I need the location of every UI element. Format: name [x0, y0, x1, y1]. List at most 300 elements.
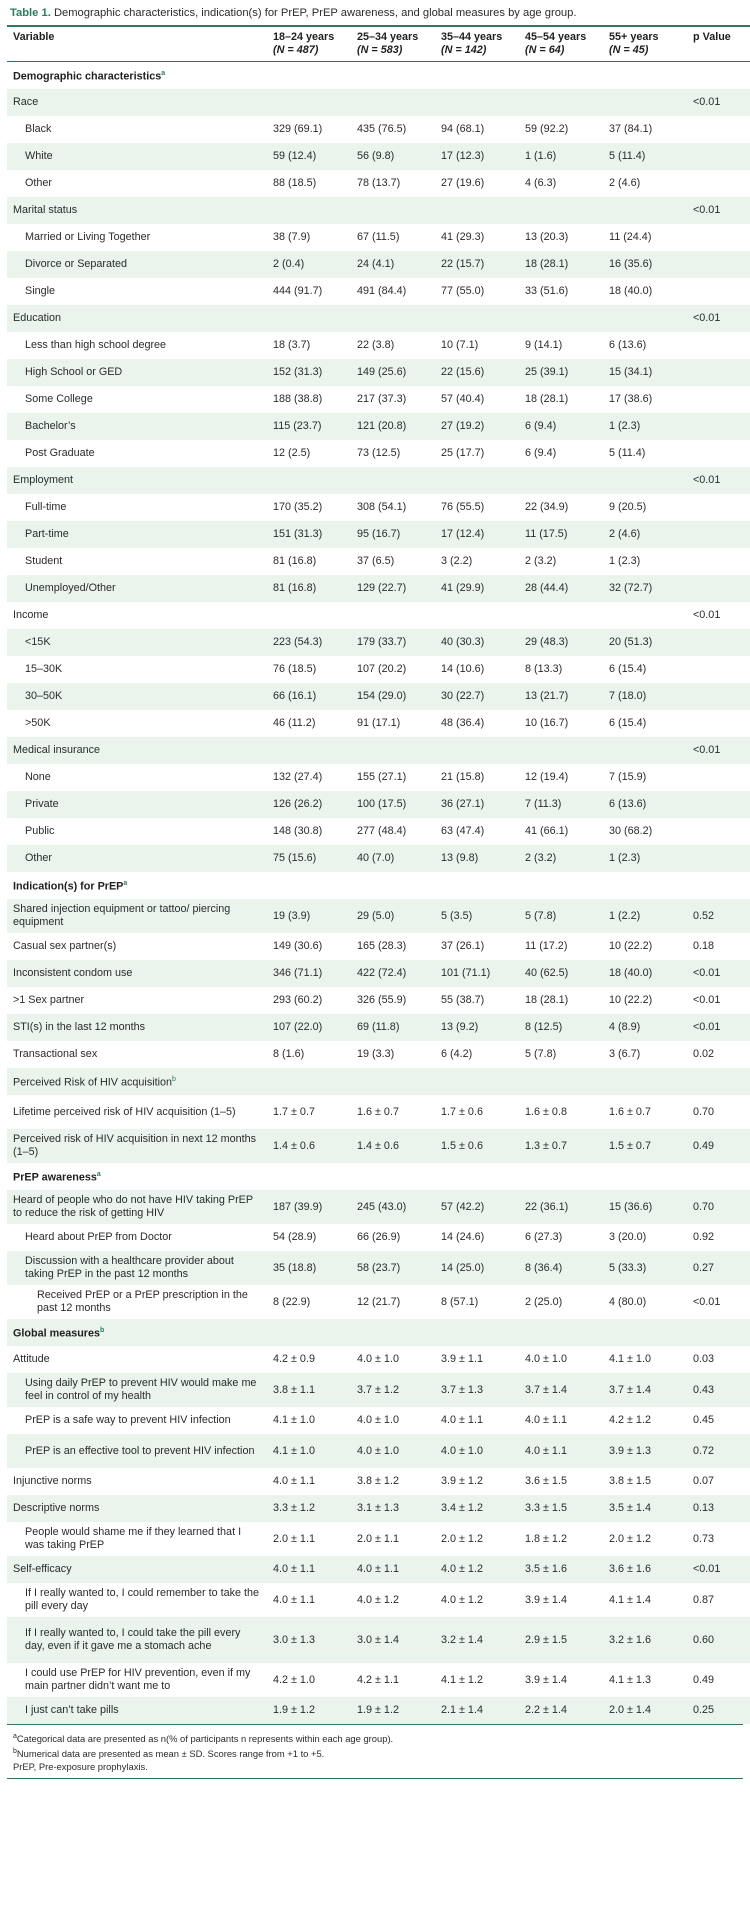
row-label-text: 15–30K	[25, 663, 63, 675]
value-cell: 36 (27.1)	[435, 791, 519, 818]
value-cell: 5 (11.4)	[603, 440, 687, 467]
value-cell: 41 (29.9)	[435, 575, 519, 602]
footnote-marker: b	[172, 1076, 176, 1084]
row-label-text: Self-efficacy	[13, 1563, 72, 1575]
row-label-text: Perceived Risk of HIV acquisition	[13, 1076, 173, 1089]
row-label	[7, 386, 267, 413]
value-cell: 129 (22.7)	[351, 575, 435, 602]
value-cell: 4 (6.3)	[519, 170, 603, 197]
group-row	[7, 197, 750, 224]
row-label	[7, 1129, 267, 1163]
value-cell: 4.0 ± 1.2	[351, 1583, 435, 1617]
value-cell	[519, 1319, 603, 1346]
value-cell: 18 (28.1)	[519, 386, 603, 413]
value-cell: 12 (21.7)	[351, 1285, 435, 1319]
column-header-line1: 35–44 years	[441, 31, 503, 43]
row-label-text: Inconsistent condom use	[13, 967, 133, 979]
value-cell: 78 (13.7)	[351, 170, 435, 197]
value-cell	[519, 467, 603, 494]
value-cell: 19 (3.3)	[351, 1041, 435, 1068]
p-value-cell: 0.52	[687, 899, 750, 933]
value-cell: 3 (20.0)	[603, 1224, 687, 1251]
footnote	[13, 1745, 738, 1760]
value-cell: 121 (20.8)	[351, 413, 435, 440]
row-label-text: PrEP awareness	[13, 1171, 97, 1184]
value-cell: 58 (23.7)	[351, 1251, 435, 1285]
value-cell: 1 (2.3)	[603, 548, 687, 575]
value-cell: 73 (12.5)	[351, 440, 435, 467]
value-cell: 67 (11.5)	[351, 224, 435, 251]
value-cell: 3.9 ± 1.3	[603, 1434, 687, 1468]
value-cell: 2 (3.2)	[519, 548, 603, 575]
value-cell: 2.9 ± 1.5	[519, 1617, 603, 1663]
value-cell: 151 (31.3)	[267, 521, 351, 548]
row-label-text: I just can’t take pills	[25, 1704, 119, 1716]
value-cell: 4.1 ± 1.2	[435, 1663, 519, 1697]
table-row	[7, 278, 750, 305]
value-cell	[519, 872, 603, 899]
value-cell: 3.1 ± 1.3	[351, 1495, 435, 1522]
value-cell: 17 (12.3)	[435, 143, 519, 170]
row-label	[7, 818, 267, 845]
value-cell: 3.2 ± 1.4	[435, 1617, 519, 1663]
value-cell	[351, 872, 435, 899]
row-label	[7, 467, 267, 494]
value-cell: 27 (19.6)	[435, 170, 519, 197]
value-cell: 4.0 ± 1.2	[435, 1583, 519, 1617]
table-row	[7, 359, 750, 386]
row-label	[7, 521, 267, 548]
p-value-cell: <0.01	[687, 602, 750, 629]
p-value-cell	[687, 224, 750, 251]
value-cell: 77 (55.0)	[435, 278, 519, 305]
footnote-text: Numerical data are presented as mean ± SD. Scores range from +1 to +5.	[16, 1748, 325, 1760]
table-row	[7, 1617, 750, 1663]
table-row	[7, 1095, 750, 1129]
value-cell: 1.6 ± 0.7	[351, 1095, 435, 1129]
value-cell: 37 (26.1)	[435, 933, 519, 960]
value-cell: 33 (51.6)	[519, 278, 603, 305]
table-row	[7, 1495, 750, 1522]
value-cell: 1 (2.3)	[603, 845, 687, 872]
value-cell: 6 (4.2)	[435, 1041, 519, 1068]
value-cell: 2.0 ± 1.4	[603, 1697, 687, 1724]
row-label-text: Student	[25, 555, 63, 567]
row-label	[7, 278, 267, 305]
row-label	[7, 1068, 267, 1095]
row-label	[7, 197, 267, 224]
row-label-text: Unemployed/Other	[25, 582, 116, 594]
p-value-cell	[687, 764, 750, 791]
row-label	[7, 960, 267, 987]
value-cell: 28 (44.4)	[519, 575, 603, 602]
row-label	[7, 1095, 267, 1129]
table-row	[7, 629, 750, 656]
row-label-text: Medical insurance	[13, 744, 101, 756]
p-value-cell: <0.01	[687, 467, 750, 494]
value-cell: 18 (40.0)	[603, 278, 687, 305]
row-label-text: Using daily PrEP to prevent HIV would make me feel in control of my health	[25, 1377, 257, 1402]
value-cell: 3.6 ± 1.6	[603, 1556, 687, 1583]
footnote	[13, 1730, 738, 1745]
table-row	[7, 494, 750, 521]
value-cell: 81 (16.8)	[267, 575, 351, 602]
value-cell: 444 (91.7)	[267, 278, 351, 305]
footnote-text: Categorical data are presented as n(% of participants n represents within each age group).	[16, 1733, 394, 1745]
column-header	[351, 26, 435, 62]
table-row	[7, 332, 750, 359]
value-cell	[351, 1163, 435, 1190]
value-cell: 11 (24.4)	[603, 224, 687, 251]
p-value-cell: <0.01	[687, 987, 750, 1014]
p-value-cell	[687, 143, 750, 170]
row-label-text: >50K	[25, 717, 51, 729]
table-row	[7, 1190, 750, 1224]
row-label	[7, 224, 267, 251]
value-cell: 6 (13.6)	[603, 332, 687, 359]
value-cell: 4.2 ± 1.1	[351, 1663, 435, 1697]
table-row	[7, 845, 750, 872]
value-cell: 165 (28.3)	[351, 933, 435, 960]
value-cell: 7 (11.3)	[519, 791, 603, 818]
value-cell	[435, 1163, 519, 1190]
value-cell: 3.9 ± 1.4	[519, 1583, 603, 1617]
row-label-text: Heard about PrEP from Doctor	[25, 1231, 172, 1243]
row-label	[7, 1583, 267, 1617]
value-cell: 2.2 ± 1.4	[519, 1697, 603, 1724]
value-cell	[519, 1068, 603, 1095]
row-label	[7, 143, 267, 170]
value-cell	[267, 62, 351, 90]
value-cell: 5 (3.5)	[435, 899, 519, 933]
value-cell: 10 (22.2)	[603, 933, 687, 960]
table-row	[7, 116, 750, 143]
group-row	[7, 89, 750, 116]
value-cell: 4.0 ± 1.0	[435, 1434, 519, 1468]
column-header-line2: (N = 487)	[273, 44, 319, 56]
row-label	[7, 1617, 267, 1663]
value-cell: 1.9 ± 1.2	[267, 1697, 351, 1724]
value-cell: 57 (40.4)	[435, 386, 519, 413]
value-cell: 10 (16.7)	[519, 710, 603, 737]
row-label-text: Descriptive norms	[13, 1502, 100, 1514]
value-cell	[603, 1163, 687, 1190]
footnote-marker: a	[96, 1171, 101, 1179]
value-cell: 3.8 ± 1.1	[267, 1373, 351, 1407]
row-label-text: Other	[25, 177, 53, 189]
p-value-cell: 0.02	[687, 1041, 750, 1068]
value-cell: 1.6 ± 0.8	[519, 1095, 603, 1129]
table-row	[7, 1556, 750, 1583]
p-value-cell	[687, 116, 750, 143]
row-label	[7, 170, 267, 197]
value-cell	[351, 737, 435, 764]
row-label	[7, 62, 267, 90]
value-cell: 1.9 ± 1.2	[351, 1697, 435, 1724]
section-row	[7, 1163, 750, 1190]
caption-text: Demographic characteristics, indication(s) for PrEP, PrEP awareness, and global measures by age group.	[53, 7, 577, 19]
value-cell: 17 (12.4)	[435, 521, 519, 548]
p-value-cell: 0.49	[687, 1663, 750, 1697]
p-value-cell	[687, 278, 750, 305]
value-cell	[519, 89, 603, 116]
value-cell	[351, 62, 435, 90]
value-cell: 13 (21.7)	[519, 683, 603, 710]
value-cell	[519, 197, 603, 224]
p-value-cell: <0.01	[687, 960, 750, 987]
value-cell: 8 (36.4)	[519, 1251, 603, 1285]
column-header	[267, 26, 351, 62]
column-header	[687, 26, 750, 62]
value-cell: 9 (20.5)	[603, 494, 687, 521]
value-cell: 1.3 ± 0.7	[519, 1129, 603, 1163]
row-label	[7, 116, 267, 143]
row-label-text: Bachelor’s	[25, 420, 76, 432]
table-row	[7, 224, 750, 251]
row-label-text: PrEP is an effective tool to prevent HIV infection	[25, 1444, 255, 1457]
column-header	[435, 26, 519, 62]
value-cell: 4.0 ± 1.1	[267, 1556, 351, 1583]
value-cell: 107 (20.2)	[351, 656, 435, 683]
value-cell: 4.0 ± 1.0	[351, 1407, 435, 1434]
caption-label: Table 1.	[10, 7, 51, 19]
value-cell: 100 (17.5)	[351, 791, 435, 818]
value-cell: 35 (18.8)	[267, 1251, 351, 1285]
p-value-cell	[687, 521, 750, 548]
value-cell	[435, 62, 519, 90]
p-value-cell: 0.13	[687, 1495, 750, 1522]
row-label	[7, 710, 267, 737]
value-cell: 4.0 ± 1.0	[519, 1346, 603, 1373]
p-value-cell: 0.43	[687, 1373, 750, 1407]
value-cell: 8 (12.5)	[519, 1014, 603, 1041]
value-cell: 94 (68.1)	[435, 116, 519, 143]
row-label-text: None	[25, 771, 51, 783]
p-value-cell: 0.70	[687, 1095, 750, 1129]
row-label-text: Transactional sex	[13, 1048, 98, 1060]
value-cell: 5 (7.8)	[519, 1041, 603, 1068]
value-cell: 132 (27.4)	[267, 764, 351, 791]
section-row	[7, 1319, 750, 1346]
value-cell: 6 (27.3)	[519, 1224, 603, 1251]
value-cell: 115 (23.7)	[267, 413, 351, 440]
row-label-text: Global measures	[13, 1327, 101, 1340]
value-cell: 3 (6.7)	[603, 1041, 687, 1068]
value-cell: 1.7 ± 0.7	[267, 1095, 351, 1129]
table-row	[7, 1041, 750, 1068]
column-header	[519, 26, 603, 62]
value-cell: 18 (28.1)	[519, 987, 603, 1014]
value-cell: 3 (2.2)	[435, 548, 519, 575]
p-value-cell: 0.07	[687, 1468, 750, 1495]
row-label-text: Divorce or Separated	[25, 258, 128, 270]
value-cell: 6 (9.4)	[519, 413, 603, 440]
p-value-cell	[687, 359, 750, 386]
row-label-text: Casual sex partner(s)	[13, 940, 117, 952]
value-cell: 2 (25.0)	[519, 1285, 603, 1319]
value-cell: 12 (19.4)	[519, 764, 603, 791]
value-cell	[435, 1068, 519, 1095]
value-cell	[435, 872, 519, 899]
row-label	[7, 548, 267, 575]
value-cell: 4.2 ± 0.9	[267, 1346, 351, 1373]
value-cell: 5 (33.3)	[603, 1251, 687, 1285]
table-row	[7, 1434, 750, 1468]
table-row	[7, 710, 750, 737]
column-header	[603, 26, 687, 62]
value-cell: 4 (80.0)	[603, 1285, 687, 1319]
row-label	[7, 1373, 267, 1407]
row-label-text: Single	[25, 285, 56, 297]
value-cell: 75 (15.6)	[267, 845, 351, 872]
data-table	[7, 25, 750, 1724]
value-cell: 25 (39.1)	[519, 359, 603, 386]
row-label-text: Other	[25, 852, 53, 864]
p-value-cell	[687, 683, 750, 710]
value-cell: 1.5 ± 0.7	[603, 1129, 687, 1163]
value-cell: 14 (10.6)	[435, 656, 519, 683]
table-row	[7, 933, 750, 960]
value-cell: 1.7 ± 0.6	[435, 1095, 519, 1129]
value-cell: 3.8 ± 1.2	[351, 1468, 435, 1495]
value-cell	[435, 737, 519, 764]
value-cell: 1.6 ± 0.7	[603, 1095, 687, 1129]
column-header-line1: 55+ years	[609, 31, 659, 43]
value-cell	[351, 197, 435, 224]
value-cell: 17 (38.6)	[603, 386, 687, 413]
value-cell: 1 (1.6)	[519, 143, 603, 170]
value-cell	[519, 1163, 603, 1190]
row-label	[7, 1663, 267, 1697]
value-cell: 40 (7.0)	[351, 845, 435, 872]
row-label-text: Injunctive norms	[13, 1475, 92, 1487]
value-cell: 41 (29.3)	[435, 224, 519, 251]
value-cell	[267, 467, 351, 494]
value-cell: 22 (34.9)	[519, 494, 603, 521]
table-row	[7, 575, 750, 602]
value-cell: 22 (15.7)	[435, 251, 519, 278]
row-label-text: Some College	[25, 393, 93, 405]
value-cell: 8 (13.3)	[519, 656, 603, 683]
table-row	[7, 987, 750, 1014]
p-value-cell: 0.73	[687, 1522, 750, 1556]
row-label-text: >1 Sex partner	[13, 994, 85, 1006]
value-cell	[603, 1319, 687, 1346]
value-cell: 66 (16.1)	[267, 683, 351, 710]
p-value-cell: 0.60	[687, 1617, 750, 1663]
row-label	[7, 1319, 267, 1346]
p-value-cell	[687, 710, 750, 737]
row-label-text: High School or GED	[25, 366, 123, 378]
value-cell: 1 (2.3)	[603, 413, 687, 440]
row-label-text: Lifetime perceived risk of HIV acquisition (1–5)	[13, 1105, 236, 1118]
row-label-text: If I really wanted to, I could remember to take the pill every day	[25, 1587, 260, 1612]
value-cell: 81 (16.8)	[267, 548, 351, 575]
row-label	[7, 845, 267, 872]
value-cell: 15 (36.6)	[603, 1190, 687, 1224]
row-label-text: Demographic characteristics	[13, 70, 162, 83]
table-row	[7, 1663, 750, 1697]
value-cell: 59 (12.4)	[267, 143, 351, 170]
value-cell: 3.7 ± 1.4	[603, 1373, 687, 1407]
p-value-cell	[687, 548, 750, 575]
row-label	[7, 764, 267, 791]
p-value-cell: 0.92	[687, 1224, 750, 1251]
p-value-cell	[687, 629, 750, 656]
value-cell	[603, 602, 687, 629]
row-label-text: Perceived risk of HIV acquisition in next 12 months (1–5)	[13, 1133, 257, 1158]
row-label-text: STI(s) in the last 12 months	[13, 1021, 146, 1033]
value-cell: 187 (39.9)	[267, 1190, 351, 1224]
value-cell: 14 (25.0)	[435, 1251, 519, 1285]
row-label	[7, 933, 267, 960]
value-cell: 6 (15.4)	[603, 710, 687, 737]
row-label	[7, 1163, 267, 1190]
value-cell: 107 (22.0)	[267, 1014, 351, 1041]
value-cell: 14 (24.6)	[435, 1224, 519, 1251]
value-cell	[267, 737, 351, 764]
value-cell: 4.1 ± 1.0	[267, 1407, 351, 1434]
table-row	[7, 386, 750, 413]
p-value-cell: 0.49	[687, 1129, 750, 1163]
p-value-cell	[687, 845, 750, 872]
table-row	[7, 764, 750, 791]
value-cell: 91 (17.1)	[351, 710, 435, 737]
value-cell: 1.4 ± 0.6	[351, 1129, 435, 1163]
value-cell: 22 (36.1)	[519, 1190, 603, 1224]
row-label-text: Shared injection equipment or tattoo/ piercing equipment	[13, 903, 231, 928]
value-cell: 4.0 ± 1.1	[519, 1434, 603, 1468]
value-cell: 76 (18.5)	[267, 656, 351, 683]
value-cell	[267, 197, 351, 224]
footnote-mark: b	[13, 1748, 17, 1756]
table-row	[7, 1251, 750, 1285]
value-cell	[267, 872, 351, 899]
p-value-cell: <0.01	[687, 197, 750, 224]
value-cell: 2.0 ± 1.1	[267, 1522, 351, 1556]
value-cell: 15 (34.1)	[603, 359, 687, 386]
value-cell: 277 (48.4)	[351, 818, 435, 845]
value-cell: 48 (36.4)	[435, 710, 519, 737]
row-label-text: Less than high school degree	[25, 339, 167, 351]
row-label	[7, 791, 267, 818]
row-label-text: Part-time	[25, 528, 69, 540]
table-row	[7, 413, 750, 440]
value-cell: 149 (30.6)	[267, 933, 351, 960]
p-value-cell	[687, 62, 750, 90]
row-label-text: Race	[13, 96, 39, 108]
value-cell: 491 (84.4)	[351, 278, 435, 305]
value-cell: 55 (38.7)	[435, 987, 519, 1014]
value-cell	[267, 1163, 351, 1190]
table-caption	[10, 6, 743, 21]
value-cell: 101 (71.1)	[435, 960, 519, 987]
value-cell: 149 (25.6)	[351, 359, 435, 386]
footnote-marker: a	[161, 70, 166, 78]
value-cell: 3.5 ± 1.6	[519, 1556, 603, 1583]
column-header-line1: 18–24 years	[273, 31, 335, 43]
row-label	[7, 737, 267, 764]
table-row	[7, 960, 750, 987]
table-row	[7, 1346, 750, 1373]
table-row	[7, 1014, 750, 1041]
value-cell	[435, 467, 519, 494]
value-cell	[267, 602, 351, 629]
value-cell: 2 (0.4)	[267, 251, 351, 278]
footnote-marker: a	[123, 880, 128, 888]
value-cell	[603, 305, 687, 332]
value-cell	[435, 197, 519, 224]
